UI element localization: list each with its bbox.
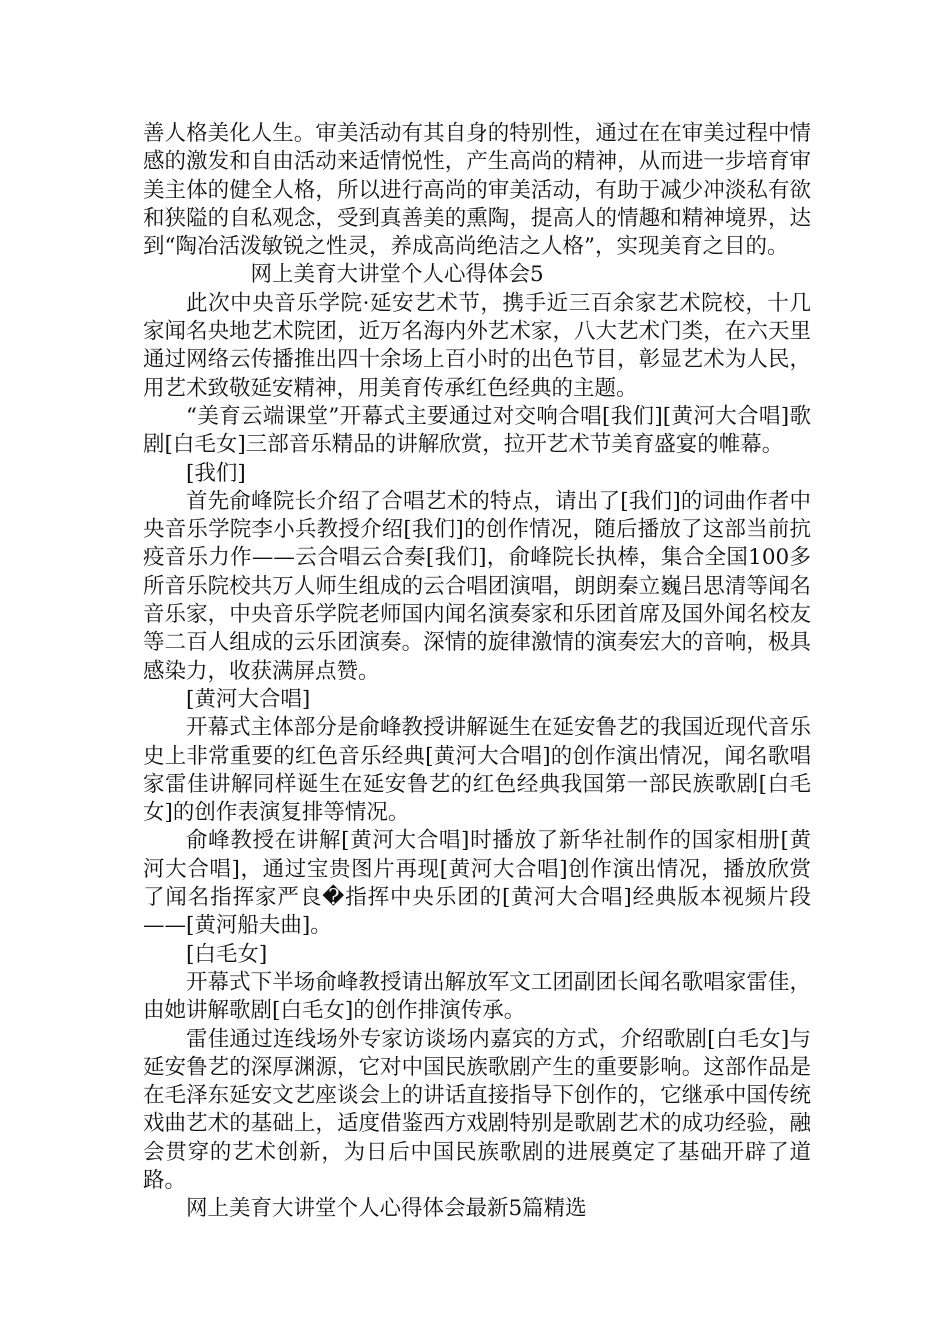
- paragraph-white-haired-girl-intro: 开幕式下半场俞峰教授请出解放军文工团副团长闻名歌唱家雷佳，由她讲解歌剧[白毛女]的创作排演传承。: [143, 969, 811, 1024]
- paragraph-women-chorus: 首先俞峰院长介绍了合唱艺术的特点，请出了[我们]的词曲作者中央音乐学院李小兵教授介绍[我们]的创作情况，随后播放了这部当前抗疫音乐力作——云合唱云合奏[我们]，俞峰院长执棒，集合全国100多所音乐院校共万人师生组成的云合唱团演唱，朗朗秦立巍吕思清等闻名音乐家，中央音乐学院老师国内闻名演奏家和乐团首席及国外闻名校友等二百人组成的云乐团演奏。深情的旋律激情的演奏宏大的音响，极具感染力，收获满屏点赞。: [143, 488, 811, 684]
- paragraph-yellow-river-main: 开幕式主体部分是俞峰教授讲解诞生在延安鲁艺的我国近现代音乐史上非常重要的红色音乐经典[黄河大合唱]的创作演出情况，闻名歌唱家雷佳讲解同样诞生在延安鲁艺的红色经典我国第一部民族歌剧[白毛女]的创作表演复排等情况。: [143, 715, 811, 826]
- subheading-yellow-river: [黄河大合唱]: [186, 686, 311, 712]
- section-title: 网上美育大讲堂个人心得体会5: [250, 262, 544, 288]
- subheading-white-haired-girl: [白毛女]: [186, 941, 268, 967]
- paragraph-festival-intro: 此次中央音乐学院·延安艺术节，携手近三百余家艺术院校，十几家闻名央地艺术院团，近万名海内外艺术家，八大艺术门类，在六天里通过网络云传播推出四十余场上百小时的出色节目，彰显艺术为人民，用艺术致敬延安精神，用美育传承红色经典的主题。: [143, 290, 811, 401]
- subheading-women: [我们]: [186, 460, 246, 486]
- paragraph-opening-ceremony: “美育云端课堂”开幕式主要通过对交响合唱[我们][黄河大合唱]歌剧[白毛女]三部音乐精品的讲解欣赏，拉开艺术节美育盛宴的帷幕。: [143, 403, 811, 458]
- paragraph-aesthetic-purpose: 善人格美化人生。审美活动有其自身的特别性，通过在在审美过程中情感的激发和自由活动来适情悦性，产生高尚的精神，从而进一步培育审美主体的健全人格，所以进行高尚的审美活动，有助于减少冲淡私有欲和狭隘的自私观念，受到真善美的熏陶，提高人的情趣和精神境界，达到“陶冶活泼敏锐之性灵，养成高尚绝洁之人格”，实现美育之目的。: [143, 121, 811, 260]
- paragraph-white-haired-girl-history: 雷佳通过连线场外专家访谈场内嘉宾的方式，介绍歌剧[白毛女]与延安鲁艺的深厚渊源，它对中国民族歌剧产生的重要影响。这部作品是在毛泽东延安文艺座谈会上的讲话直接指导下创作的，它继承中国传统戏曲艺术的基础上，适度借鉴西方戏剧特别是歌剧艺术的成功经验，融会贯穿的艺术创新，为日后中国民族歌剧的进展奠定了基础开辟了道路。: [143, 1026, 811, 1193]
- closing-title: 网上美育大讲堂个人心得体会最新5篇精选: [186, 1196, 587, 1222]
- document-body: [143, 120, 811, 1224]
- paragraph-yellow-river-album: 俞峰教授在讲解[黄河大合唱]时播放了新华社制作的国家相册[黄河大合唱]，通过宝贵图片再现[黄河大合唱]创作演出情况，播放欣赏了闻名指挥家严良�指挥中央乐团的[黄河大合唱]经典版本视频片段——[黄河船夫曲]。: [143, 828, 811, 939]
